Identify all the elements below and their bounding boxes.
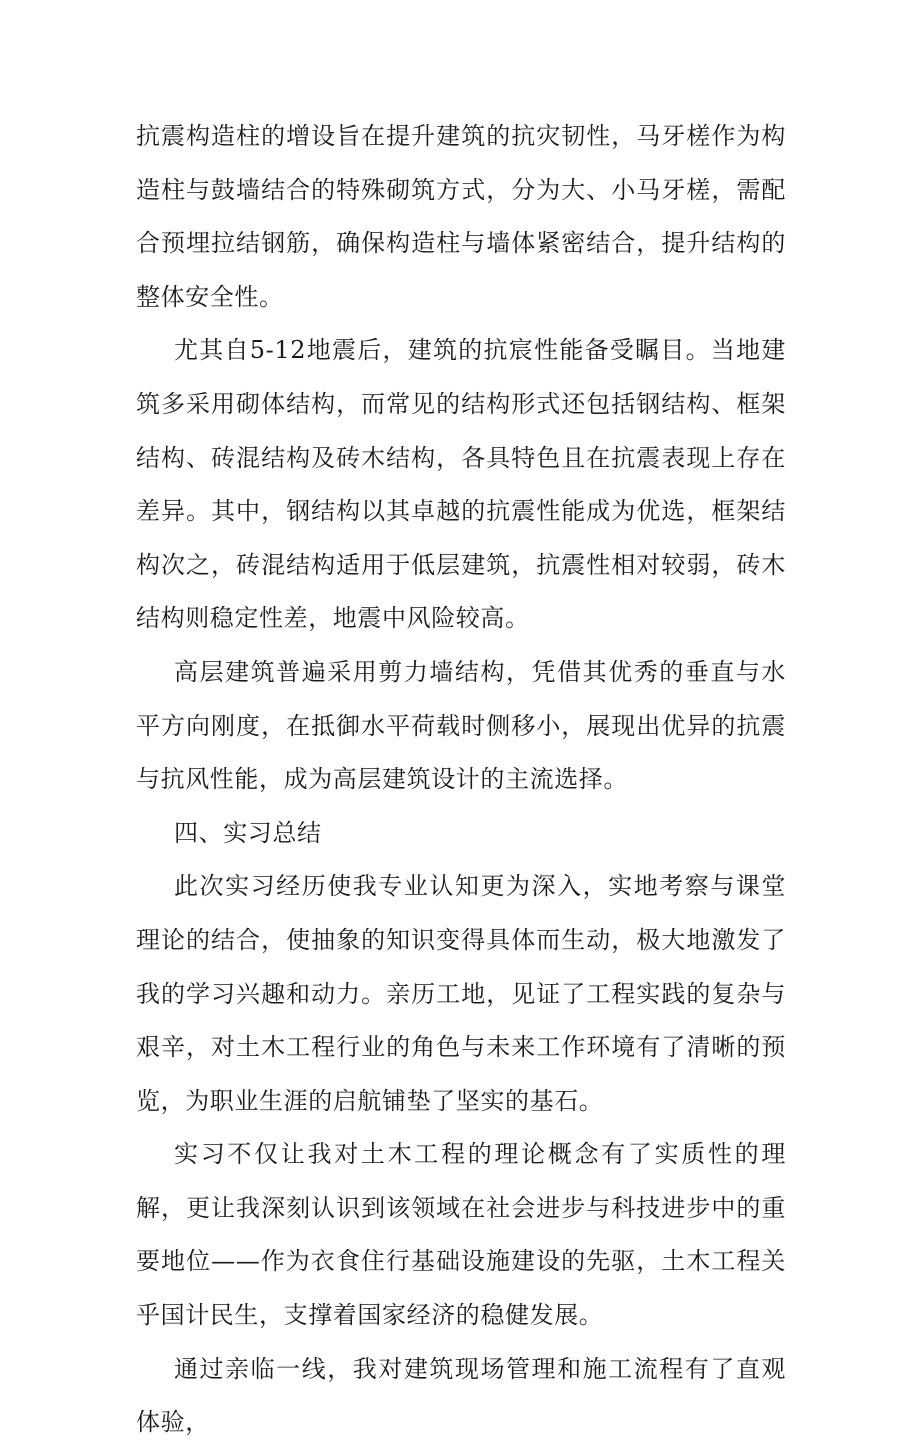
document-body [136,110,786,1450]
paragraph-anti-seismic-columns: 抗震构造柱的增设旨在提升建筑的抗灾韧性，马牙槎作为构造柱与鼓墙结合的特殊砌筑方式，分为大、小马牙槎，需配合预埋拉结钢筋，确保构造柱与墙体紧密结合，提升结构的整体安全性。 [136,122,786,311]
paragraph-shear-wall: 高层建筑普遍采用剪力墙结构，凭借其优秀的垂直与水平方向刚度，在抵御水平荷载时侧移小，展现出优异的抗震与抗风性能，成为高层建筑设计的主流选择。 [136,657,786,794]
paragraph-summary-experience: 此次实习经历使我专业认知更为深入，实地考察与课堂理论的结合，使抽象的知识变得具体而生动，极大地激发了我的学习兴趣和动力。亲历工地，见证了工程实践的复杂与艰辛，对土木工程行业的角色与未来工作环境有了清晰的预览，为职业生涯的启航铺垫了坚实的基石。 [136,872,786,1115]
paragraph-summary-frontline: 通过亲临一线，我对建筑现场管理和施工流程有了直观体验， [136,1354,786,1437]
paragraph-summary-understanding: 实习不仅让我对土木工程的理论概念有了实质性的理解，更让我深刻认识到该领域在社会进步与科技进步中的重要地位——作为衣食住行基础设施建设的先驱，土木工程关乎国计民生，支撑着国家经济的稳健发展。 [136,1140,786,1330]
paragraph-structure-types: 尤其自5-12地震后，建筑的抗宸性能备受瞩目。当地建筑多采用砌体结构，而常见的结构形式还包括钢结构、框架结构、砖混结构及砖木结构，各具特色且在抗震表现上存在差异。其中，钢结构以其卓越的抗震性能成为优选，框架结构次之，砖混结构适用于低层建筑，抗震性相对较弱，砖木结构则稳定性差，地震中风险较高。 [136,336,786,633]
section-heading-internship-summary: 四、实习总结 [174,818,322,847]
